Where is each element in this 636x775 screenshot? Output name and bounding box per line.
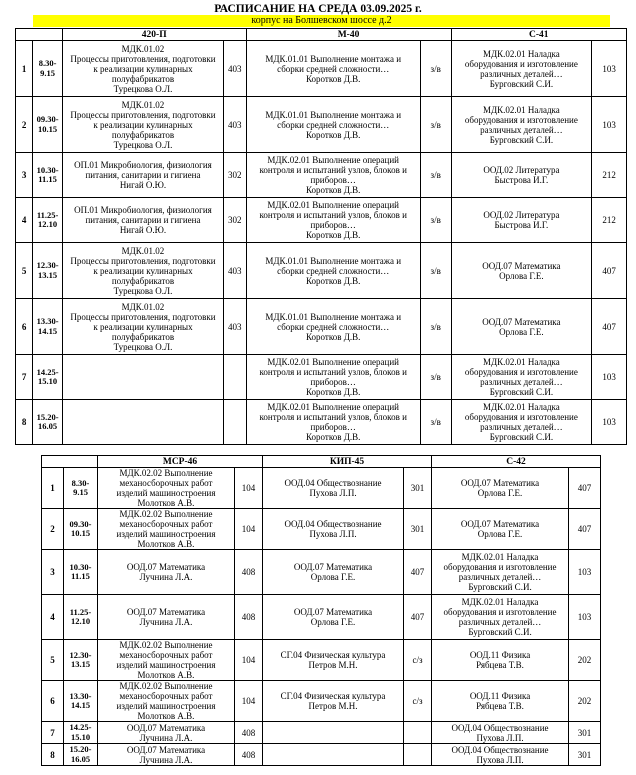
lesson-time: 10.30- 11.15 bbox=[64, 550, 98, 595]
lesson-number: 1 bbox=[42, 468, 64, 509]
subject-cell: ООД.07 Математика Лучнина Л.А. bbox=[98, 722, 235, 744]
room-cell: з/в bbox=[420, 243, 451, 299]
subject-cell: ООД.11 Физика Рябцева Т.В. bbox=[432, 640, 569, 681]
room-cell: 301 bbox=[404, 509, 432, 550]
subject-cell: ООД.04 Обществознание Пухова Л.П. bbox=[432, 722, 569, 744]
room-cell: 407 bbox=[569, 509, 601, 550]
room-cell: 104 bbox=[235, 509, 263, 550]
subject-cell: МДК.01.01 Выполнение монтажа и сборки средней сложности… Коротков Д.В. bbox=[246, 97, 420, 153]
subject-cell: ОП.01 Микробиология, физиология питания, санитарии и гигиена Нигай О.Ю. bbox=[62, 198, 223, 243]
lesson-number: 4 bbox=[42, 595, 64, 640]
room-cell: 301 bbox=[569, 744, 601, 766]
subject-cell: ООД.07 Математика Орлова Г.Е. bbox=[263, 550, 404, 595]
lesson-row bbox=[16, 97, 627, 153]
room-cell: с/з bbox=[404, 681, 432, 722]
group-header: 420-П bbox=[62, 29, 246, 41]
room-cell: 301 bbox=[569, 722, 601, 744]
room-cell: з/в bbox=[420, 153, 451, 198]
room-cell: 403 bbox=[224, 97, 246, 153]
group-header: КИП-45 bbox=[263, 456, 432, 468]
room-cell: з/в bbox=[420, 299, 451, 355]
lesson-number: 6 bbox=[16, 299, 33, 355]
lesson-row bbox=[42, 681, 601, 722]
lesson-row bbox=[42, 744, 601, 766]
subject-cell: МДК.01.02 Процессы приготовления, подготовки к реализации кулинарных полуфабрикатов Турецкова О.Л. bbox=[62, 243, 223, 299]
subject-cell: МДК.01.02 Процессы приготовления, подготовки к реализации кулинарных полуфабрикатов Турецкова О.Л. bbox=[62, 41, 223, 97]
room-cell: с/з bbox=[404, 640, 432, 681]
subject-cell: МДК.02.01 Выполнение операций контроля и испытаний узлов, блоков и приборов… Коротков Д.В. bbox=[246, 355, 420, 400]
table-header-row bbox=[42, 456, 601, 468]
subject-cell: СГ.04 Физическая культура Петров М.Н. bbox=[263, 640, 404, 681]
lesson-time: 14.25- 15.10 bbox=[33, 355, 63, 400]
room-cell bbox=[404, 722, 432, 744]
subject-cell: ООД.07 Математика Лучнина Л.А. bbox=[98, 550, 235, 595]
lesson-time: 10.30- 11.15 bbox=[33, 153, 63, 198]
group-header: М-40 bbox=[246, 29, 451, 41]
lesson-row bbox=[42, 640, 601, 681]
lesson-row bbox=[16, 355, 627, 400]
lesson-number: 2 bbox=[42, 509, 64, 550]
subject-cell: МДК.02.02 Выполнение механосборочных работ изделий машиностроения Молотков А.В. bbox=[98, 509, 235, 550]
room-cell: 103 bbox=[592, 400, 627, 445]
lesson-time: 8.30- 9.15 bbox=[33, 41, 63, 97]
subject-cell: ООД.04 Обществознание Пухова Л.П. bbox=[263, 509, 404, 550]
room-cell: 408 bbox=[235, 744, 263, 766]
lesson-number: 1 bbox=[16, 41, 33, 97]
room-cell: 407 bbox=[404, 595, 432, 640]
subject-cell bbox=[263, 744, 404, 766]
lesson-number: 6 bbox=[42, 681, 64, 722]
subject-cell: ООД.07 Математика Лучнина Л.А. bbox=[98, 595, 235, 640]
lesson-row bbox=[42, 468, 601, 509]
lesson-row bbox=[42, 595, 601, 640]
room-cell: 302 bbox=[224, 198, 246, 243]
subject-cell bbox=[263, 722, 404, 744]
lesson-time: 11.25- 12.10 bbox=[64, 595, 98, 640]
room-cell: 403 bbox=[224, 41, 246, 97]
subject-cell: ООД.07 Математика Орлова Г.Е. bbox=[451, 299, 592, 355]
subject-cell: МДК.01.01 Выполнение монтажа и сборки средней сложности… Коротков Д.В. bbox=[246, 41, 420, 97]
room-cell: 403 bbox=[224, 243, 246, 299]
room-cell: 103 bbox=[569, 595, 601, 640]
room-cell: 202 bbox=[569, 640, 601, 681]
room-cell: 212 bbox=[592, 198, 627, 243]
room-cell: 104 bbox=[235, 468, 263, 509]
lesson-time: 15.20- 16.05 bbox=[33, 400, 63, 445]
subject-cell: ООД.02 Литература Быстрова И.Г. bbox=[451, 153, 592, 198]
room-cell: 202 bbox=[569, 681, 601, 722]
room-cell: 407 bbox=[569, 468, 601, 509]
room-cell: 408 bbox=[235, 550, 263, 595]
subject-cell: ООД.04 Обществознание Пухова Л.П. bbox=[263, 468, 404, 509]
lesson-row bbox=[42, 722, 601, 744]
room-cell bbox=[224, 400, 246, 445]
subject-cell: МДК.02.01 Наладка оборудования и изготовление различных деталей… Бурговский С.И. bbox=[451, 355, 592, 400]
lesson-row bbox=[16, 400, 627, 445]
subject-cell: МДК.02.01 Выполнение операций контроля и испытаний узлов, блоков и приборов… Коротков Д.В. bbox=[246, 153, 420, 198]
subject-cell bbox=[62, 400, 223, 445]
room-cell: 104 bbox=[235, 640, 263, 681]
lesson-row bbox=[16, 153, 627, 198]
subject-cell: МДК.02.01 Выполнение операций контроля и испытаний узлов, блоков и приборов… Коротков Д.В. bbox=[246, 400, 420, 445]
subject-cell: МДК.02.02 Выполнение механосборочных работ изделий машиностроения Молотков А.В. bbox=[98, 681, 235, 722]
subject-cell: МДК.02.01 Наладка оборудования и изготовление различных деталей… Бурговский С.И. bbox=[451, 41, 592, 97]
lesson-row bbox=[16, 41, 627, 97]
room-cell: 301 bbox=[404, 468, 432, 509]
table-header-row bbox=[16, 29, 627, 41]
subject-cell: МДК.02.01 Выполнение операций контроля и испытаний узлов, блоков и приборов… Коротков Д.В. bbox=[246, 198, 420, 243]
lesson-time: 11.25- 12.10 bbox=[33, 198, 63, 243]
lesson-time: 15.20- 16.05 bbox=[64, 744, 98, 766]
lesson-row bbox=[42, 550, 601, 595]
room-cell: з/в bbox=[420, 198, 451, 243]
room-cell: 407 bbox=[592, 243, 627, 299]
lesson-number: 4 bbox=[16, 198, 33, 243]
lesson-number: 7 bbox=[42, 722, 64, 744]
subject-cell: ООД.11 Физика Рябцева Т.В. bbox=[432, 681, 569, 722]
subject-cell: ООД.07 Математика Орлова Г.Е. bbox=[432, 509, 569, 550]
subject-cell: ООД.07 Математика Лучнина Л.А. bbox=[98, 744, 235, 766]
subject-cell: МДК.01.02 Процессы приготовления, подготовки к реализации кулинарных полуфабрикатов Турецкова О.Л. bbox=[62, 97, 223, 153]
room-cell: з/в bbox=[420, 355, 451, 400]
building-subtitle: корпус на Болшевском шоссе д.2 bbox=[33, 15, 610, 27]
lesson-time: 12.30- 13.15 bbox=[64, 640, 98, 681]
subject-cell: ООД.07 Математика Орлова Г.Е. bbox=[451, 243, 592, 299]
room-cell bbox=[404, 744, 432, 766]
lesson-time: 12.30- 13.15 bbox=[33, 243, 63, 299]
lesson-row bbox=[42, 509, 601, 550]
subject-cell: СГ.04 Физическая культура Петров М.Н. bbox=[263, 681, 404, 722]
lesson-row bbox=[16, 299, 627, 355]
subject-cell: МДК.02.01 Наладка оборудования и изготовление различных деталей… Бурговский С.И. bbox=[451, 400, 592, 445]
subject-cell: МДК.01.02 Процессы приготовления, подготовки к реализации кулинарных полуфабрикатов Турецкова О.Л. bbox=[62, 299, 223, 355]
room-cell: 408 bbox=[235, 595, 263, 640]
subject-cell: ООД.04 Обществознание Пухова Л.П. bbox=[432, 744, 569, 766]
lesson-time: 14.25- 15.10 bbox=[64, 722, 98, 744]
lesson-time: 13.30- 14.15 bbox=[33, 299, 63, 355]
room-cell: з/в bbox=[420, 41, 451, 97]
room-cell: 302 bbox=[224, 153, 246, 198]
room-cell: з/в bbox=[420, 97, 451, 153]
schedule-table-2 bbox=[41, 455, 601, 766]
lesson-number: 3 bbox=[42, 550, 64, 595]
lesson-number: 5 bbox=[42, 640, 64, 681]
schedule-table-1 bbox=[15, 28, 627, 445]
lesson-row bbox=[16, 243, 627, 299]
room-cell: 403 bbox=[224, 299, 246, 355]
group-header: С-41 bbox=[451, 29, 626, 41]
lesson-time: 8.30- 9.15 bbox=[64, 468, 98, 509]
lesson-time: 13.30- 14.15 bbox=[64, 681, 98, 722]
subject-cell: ООД.02 Литература Быстрова И.Г. bbox=[451, 198, 592, 243]
room-cell: з/в bbox=[420, 400, 451, 445]
lesson-number: 8 bbox=[42, 744, 64, 766]
lesson-number: 8 bbox=[16, 400, 33, 445]
subject-cell: ОП.01 Микробиология, физиология питания, санитарии и гигиена Нигай О.Ю. bbox=[62, 153, 223, 198]
lesson-number: 7 bbox=[16, 355, 33, 400]
page-title: РАСПИСАНИЕ НА СРЕДА 03.09.2025 г. bbox=[214, 3, 422, 15]
subject-cell: МДК.01.01 Выполнение монтажа и сборки средней сложности… Коротков Д.В. bbox=[246, 243, 420, 299]
subject-cell bbox=[62, 355, 223, 400]
room-cell: 212 bbox=[592, 153, 627, 198]
lesson-time: 09.30- 10.15 bbox=[64, 509, 98, 550]
room-cell: 408 bbox=[235, 722, 263, 744]
room-cell: 103 bbox=[592, 355, 627, 400]
lesson-number: 2 bbox=[16, 97, 33, 153]
subject-cell: МДК.02.02 Выполнение механосборочных работ изделий машиностроения Молотков А.В. bbox=[98, 640, 235, 681]
lesson-number: 3 bbox=[16, 153, 33, 198]
room-cell: 103 bbox=[569, 550, 601, 595]
room-cell: 407 bbox=[592, 299, 627, 355]
lesson-time: 09.30- 10.15 bbox=[33, 97, 63, 153]
room-cell: 407 bbox=[404, 550, 432, 595]
subject-cell: МДК.02.01 Наладка оборудования и изготовление различных деталей… Бурговский С.И. bbox=[451, 97, 592, 153]
room-cell: 104 bbox=[235, 681, 263, 722]
group-header: С-42 bbox=[432, 456, 601, 468]
room-cell bbox=[224, 355, 246, 400]
lesson-row bbox=[16, 198, 627, 243]
subject-cell: МДК.01.01 Выполнение монтажа и сборки средней сложности… Коротков Д.В. bbox=[246, 299, 420, 355]
subject-cell: МДК.02.01 Наладка оборудования и изготовление различных деталей… Бурговский С.И. bbox=[432, 595, 569, 640]
room-cell: 103 bbox=[592, 97, 627, 153]
subject-cell: ООД.07 Математика Орлова Г.Е. bbox=[263, 595, 404, 640]
subject-cell: ООД.07 Математика Орлова Г.Е. bbox=[432, 468, 569, 509]
lesson-number: 5 bbox=[16, 243, 33, 299]
subject-cell: МДК.02.01 Наладка оборудования и изготовление различных деталей… Бурговский С.И. bbox=[432, 550, 569, 595]
room-cell: 103 bbox=[592, 41, 627, 97]
group-header: МСР-46 bbox=[98, 456, 263, 468]
subject-cell: МДК.02.02 Выполнение механосборочных работ изделий машиностроения Молотков А.В. bbox=[98, 468, 235, 509]
